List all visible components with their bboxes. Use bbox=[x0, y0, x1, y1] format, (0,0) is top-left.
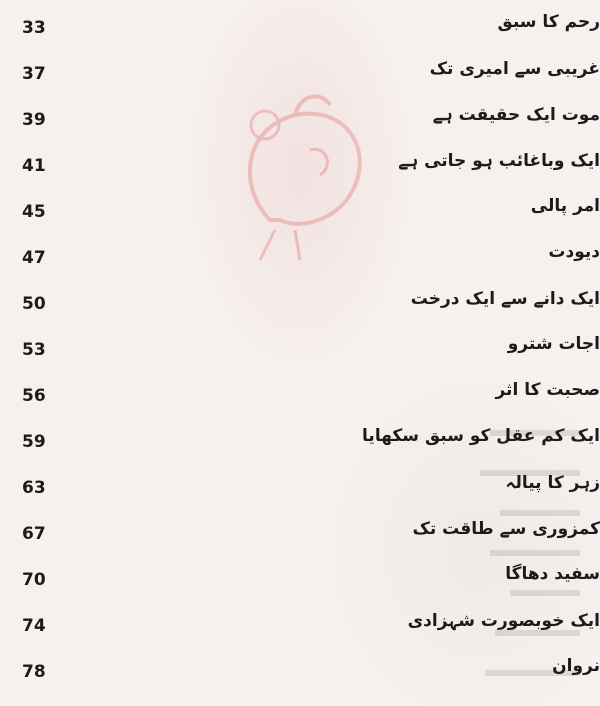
entry-title: سفید دھاگا bbox=[505, 564, 600, 584]
page-number: 78 bbox=[22, 662, 46, 682]
page-number: 41 bbox=[22, 156, 46, 176]
entry-title: ایک خوبصورت شہزادی bbox=[407, 611, 600, 631]
toc-entry[interactable] bbox=[0, 656, 600, 696]
toc-entry[interactable] bbox=[0, 610, 600, 650]
toc-entry[interactable] bbox=[0, 564, 600, 604]
toc-entry[interactable] bbox=[0, 334, 600, 374]
entry-title: کمزوری سے طاقت تک bbox=[412, 519, 600, 539]
entry-title: اجات شترو bbox=[507, 334, 600, 354]
entry-title: امر پالی bbox=[530, 196, 600, 216]
entry-title: زہر کا پیالہ bbox=[505, 473, 600, 493]
page-number: 53 bbox=[22, 340, 46, 360]
entry-title: رحم کا سبق bbox=[497, 12, 600, 32]
entry-title: صحبت کا اثر bbox=[495, 380, 600, 400]
entry-title: دیودت bbox=[548, 242, 600, 262]
toc-entry[interactable] bbox=[0, 242, 600, 282]
page-number: 39 bbox=[22, 110, 46, 130]
page-number: 50 bbox=[22, 294, 46, 314]
toc-entry[interactable] bbox=[0, 196, 600, 236]
page-number: 45 bbox=[22, 202, 46, 222]
entry-title: نروان bbox=[552, 656, 600, 676]
page-number: 67 bbox=[22, 524, 46, 544]
page-number: 74 bbox=[22, 616, 46, 636]
toc-entry[interactable] bbox=[0, 426, 600, 466]
toc-entry[interactable] bbox=[0, 150, 600, 190]
entry-title: ایک کم عقل کو سبق سکھایا bbox=[362, 426, 600, 446]
toc-entry[interactable] bbox=[0, 472, 600, 512]
page-number: 47 bbox=[22, 248, 46, 268]
page-number: 63 bbox=[22, 478, 46, 498]
toc-entry[interactable] bbox=[0, 288, 600, 328]
entry-title: غریبی سے امیری تک bbox=[429, 59, 600, 79]
page-number: 59 bbox=[22, 432, 46, 452]
toc-entry[interactable] bbox=[0, 380, 600, 420]
page-number: 56 bbox=[22, 386, 46, 406]
toc-entry[interactable] bbox=[0, 58, 600, 98]
page-number: 70 bbox=[22, 570, 46, 590]
page-number: 33 bbox=[22, 18, 46, 38]
toc-entry[interactable] bbox=[0, 104, 600, 144]
entry-title: موت ایک حقیقت ہے bbox=[432, 105, 600, 125]
entry-title: ایک وباغائب ہو جاتی ہے bbox=[398, 151, 600, 171]
entry-title: ایک دانے سے ایک درخت bbox=[410, 289, 600, 309]
page-number: 37 bbox=[22, 64, 46, 84]
toc-entry[interactable] bbox=[0, 518, 600, 558]
toc-entry[interactable] bbox=[0, 12, 600, 52]
